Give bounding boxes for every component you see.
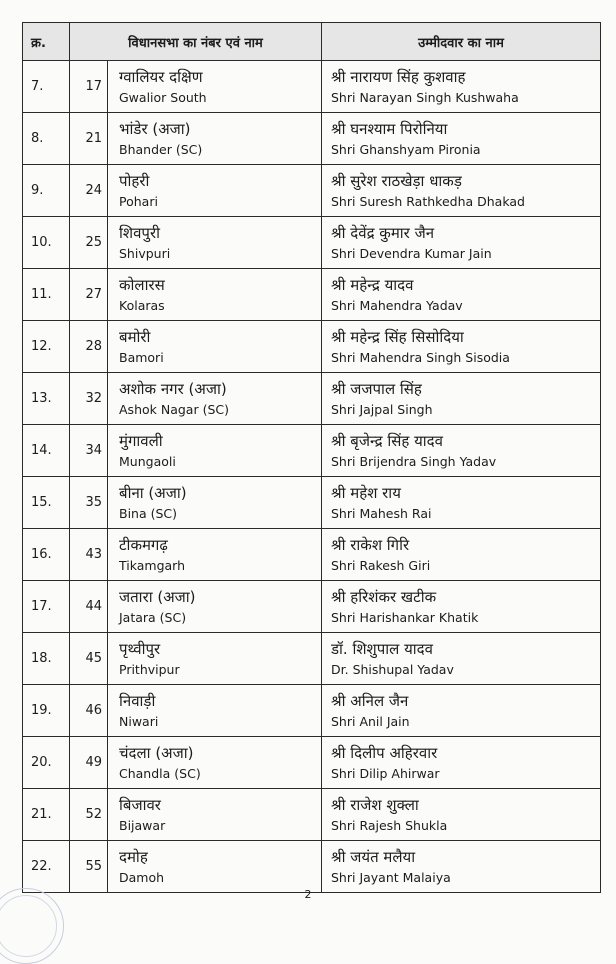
candidate-cell — [322, 321, 601, 373]
constituency-name-english: Bijawar — [119, 817, 166, 833]
candidate-name-english: Shri Mahesh Rai — [331, 505, 432, 521]
candidate-cell — [322, 685, 601, 737]
constituency-cell — [108, 789, 322, 841]
constituency-number-cell: 45 — [70, 633, 108, 685]
candidate-name-english: Shri Brijendra Singh Yadav — [331, 453, 497, 469]
constituency-cell — [108, 425, 322, 477]
constituency-name-hindi: निवाड़ी — [119, 691, 156, 710]
candidate-cell — [322, 477, 601, 529]
candidate-name-english: Shri Ghanshyam Pironia — [331, 141, 481, 157]
candidate-name-english: Shri Rakesh Giri — [331, 557, 431, 573]
candidate-cell — [322, 269, 601, 321]
candidate-name-hindi: डॉ. शिशुपाल यादव — [331, 639, 433, 658]
serial-cell: 14. — [23, 425, 70, 477]
constituency-cell — [108, 217, 322, 269]
candidate-name-hindi: श्री अनिल जैन — [331, 691, 409, 710]
serial-cell: 19. — [23, 685, 70, 737]
constituency-name-english: Niwari — [119, 713, 159, 729]
candidate-name-english: Shri Anil Jain — [331, 713, 410, 729]
table-row — [23, 113, 601, 165]
candidate-name-hindi: श्री राकेश गिरि — [331, 535, 410, 554]
serial-cell: 7. — [23, 61, 70, 113]
table-row — [23, 789, 601, 841]
constituency-number-cell: 32 — [70, 373, 108, 425]
constituency-number-cell: 44 — [70, 581, 108, 633]
candidate-name-english: Shri Jayant Malaiya — [331, 869, 451, 885]
candidate-cell — [322, 61, 601, 113]
constituency-name-english: Prithvipur — [119, 661, 180, 677]
constituency-name-hindi: ग्वालियर दक्षिण — [119, 67, 203, 86]
constituency-cell — [108, 581, 322, 633]
table-row — [23, 61, 601, 113]
constituency-name-hindi: दमोह — [119, 847, 148, 866]
candidate-cell — [322, 737, 601, 789]
constituency-name-hindi: चंदला (अजा) — [119, 743, 194, 762]
candidate-cell — [322, 633, 601, 685]
constituency-number-cell: 34 — [70, 425, 108, 477]
candidate-name-english: Shri Jajpal Singh — [331, 401, 433, 417]
constituency-cell — [108, 633, 322, 685]
constituency-cell — [108, 737, 322, 789]
constituency-cell — [108, 321, 322, 373]
constituency-name-english: Damoh — [119, 869, 165, 885]
constituency-cell — [108, 113, 322, 165]
table-row — [23, 633, 601, 685]
page-number: 2 — [304, 888, 312, 901]
constituency-name-hindi: बिजावर — [119, 795, 161, 814]
serial-cell: 10. — [23, 217, 70, 269]
constituency-name-hindi: टीकमगढ़ — [119, 535, 168, 554]
candidate-name-english: Shri Devendra Kumar Jain — [331, 245, 492, 261]
candidate-name-english: Shri Rajesh Shukla — [331, 817, 448, 833]
candidate-name-hindi: श्री जजपाल सिंह — [331, 379, 422, 398]
table-row — [23, 737, 601, 789]
constituency-cell — [108, 373, 322, 425]
table-row — [23, 373, 601, 425]
constituency-name-english: Kolaras — [119, 297, 165, 313]
constituency-cell — [108, 477, 322, 529]
constituency-number-cell: 17 — [70, 61, 108, 113]
constituency-number-cell: 25 — [70, 217, 108, 269]
constituency-number-cell: 55 — [70, 841, 108, 893]
candidate-cell — [322, 529, 601, 581]
constituency-name-english: Tikamgarh — [119, 557, 186, 573]
candidate-name-hindi: श्री देवेंद्र कुमार जैन — [331, 223, 435, 242]
table-header-row — [23, 23, 601, 61]
constituency-number-cell: 21 — [70, 113, 108, 165]
header-candidate: उम्मीदवार का नाम — [322, 23, 601, 61]
table-row — [23, 217, 601, 269]
constituency-name-english: Mungaoli — [119, 453, 176, 469]
constituency-number-cell: 35 — [70, 477, 108, 529]
constituency-name-hindi: बमोरी — [119, 327, 151, 346]
candidate-name-english: Shri Mahendra Singh Sisodia — [331, 349, 510, 365]
constituency-number-cell: 52 — [70, 789, 108, 841]
constituency-name-hindi: कोलारस — [119, 275, 165, 294]
candidate-name-english: Shri Dilip Ahirwar — [331, 765, 440, 781]
candidate-name-hindi: श्री महेन्द्र सिंह सिसोदिया — [331, 327, 464, 346]
constituency-number-cell: 24 — [70, 165, 108, 217]
serial-cell: 9. — [23, 165, 70, 217]
table-row — [23, 529, 601, 581]
constituency-number-cell: 27 — [70, 269, 108, 321]
candidate-name-hindi: श्री जयंत मलैया — [331, 847, 416, 866]
constituency-name-english: Shivpuri — [119, 245, 171, 261]
constituency-number-cell: 49 — [70, 737, 108, 789]
candidate-name-english: Dr. Shishupal Yadav — [331, 661, 454, 677]
candidate-name-english: Shri Harishankar Khatik — [331, 609, 479, 625]
header-serial: क्र. — [23, 23, 70, 61]
serial-cell: 15. — [23, 477, 70, 529]
constituency-name-english: Bamori — [119, 349, 164, 365]
constituency-cell — [108, 529, 322, 581]
table-row — [23, 841, 601, 893]
candidate-cell — [322, 841, 601, 893]
candidate-name-english: Shri Suresh Rathkedha Dhakad — [331, 193, 525, 209]
table-row — [23, 581, 601, 633]
table-row — [23, 425, 601, 477]
serial-cell: 22. — [23, 841, 70, 893]
candidate-name-hindi: श्री हरिशंकर खटीक — [331, 587, 437, 606]
serial-cell: 18. — [23, 633, 70, 685]
serial-cell: 11. — [23, 269, 70, 321]
candidate-cell — [322, 113, 601, 165]
table-row — [23, 269, 601, 321]
candidate-cell — [322, 425, 601, 477]
candidate-cell — [322, 581, 601, 633]
table-row — [23, 685, 601, 737]
table-body — [23, 61, 601, 893]
candidate-table — [22, 22, 601, 893]
constituency-name-english: Chandla (SC) — [119, 765, 201, 781]
candidate-name-hindi: श्री महेन्द्र यादव — [331, 275, 414, 294]
serial-cell: 13. — [23, 373, 70, 425]
candidate-name-hindi: श्री महेश राय — [331, 483, 401, 502]
constituency-name-hindi: भांडेर (अजा) — [119, 119, 191, 138]
serial-cell: 21. — [23, 789, 70, 841]
constituency-name-hindi: अशोक नगर (अजा) — [119, 379, 227, 398]
candidate-name-english: Shri Mahendra Yadav — [331, 297, 463, 313]
constituency-name-english: Pohari — [119, 193, 158, 209]
constituency-name-english: Ashok Nagar (SC) — [119, 401, 229, 417]
constituency-name-english: Bina (SC) — [119, 505, 178, 521]
candidate-name-hindi: श्री घनश्याम पिरोनिया — [331, 119, 448, 138]
candidate-cell — [322, 373, 601, 425]
constituency-name-hindi: पोहरी — [119, 171, 150, 190]
candidate-name-hindi: श्री दिलीप अहिरवार — [331, 743, 438, 762]
constituency-number-cell: 46 — [70, 685, 108, 737]
constituency-number-cell: 43 — [70, 529, 108, 581]
candidate-name-hindi: श्री सुरेश राठखेड़ा धाकड़ — [331, 171, 462, 190]
constituency-name-hindi: मुंगावली — [119, 431, 163, 450]
candidate-name-hindi: श्री नारायण सिंह कुशवाह — [331, 67, 466, 86]
header-constituency: विधानसभा का नंबर एवं नाम — [70, 23, 322, 61]
candidate-name-hindi: श्री राजेश शुक्ला — [331, 795, 419, 814]
candidate-cell — [322, 217, 601, 269]
constituency-name-hindi: बीना (अजा) — [119, 483, 187, 502]
constituency-cell — [108, 685, 322, 737]
constituency-cell — [108, 165, 322, 217]
constituency-name-english: Bhander (SC) — [119, 141, 203, 157]
constituency-name-hindi: शिवपुरी — [119, 223, 160, 242]
constituency-cell — [108, 269, 322, 321]
constituency-name-english: Jatara (SC) — [119, 609, 187, 625]
serial-cell: 12. — [23, 321, 70, 373]
constituency-name-english: Gwalior South — [119, 89, 207, 105]
candidate-cell — [322, 789, 601, 841]
table-row — [23, 321, 601, 373]
document-page — [22, 22, 600, 893]
table-row — [23, 477, 601, 529]
table-row — [23, 165, 601, 217]
serial-cell: 16. — [23, 529, 70, 581]
constituency-name-hindi: जतारा (अजा) — [119, 587, 196, 606]
constituency-cell — [108, 61, 322, 113]
constituency-name-hindi: पृथ्वीपुर — [119, 639, 161, 658]
serial-cell: 8. — [23, 113, 70, 165]
candidate-name-english: Shri Narayan Singh Kushwaha — [331, 89, 519, 105]
serial-cell: 20. — [23, 737, 70, 789]
constituency-cell — [108, 841, 322, 893]
constituency-number-cell: 28 — [70, 321, 108, 373]
candidate-name-hindi: श्री बृजेन्द्र सिंह यादव — [331, 431, 443, 450]
candidate-cell — [322, 165, 601, 217]
serial-cell: 17. — [23, 581, 70, 633]
